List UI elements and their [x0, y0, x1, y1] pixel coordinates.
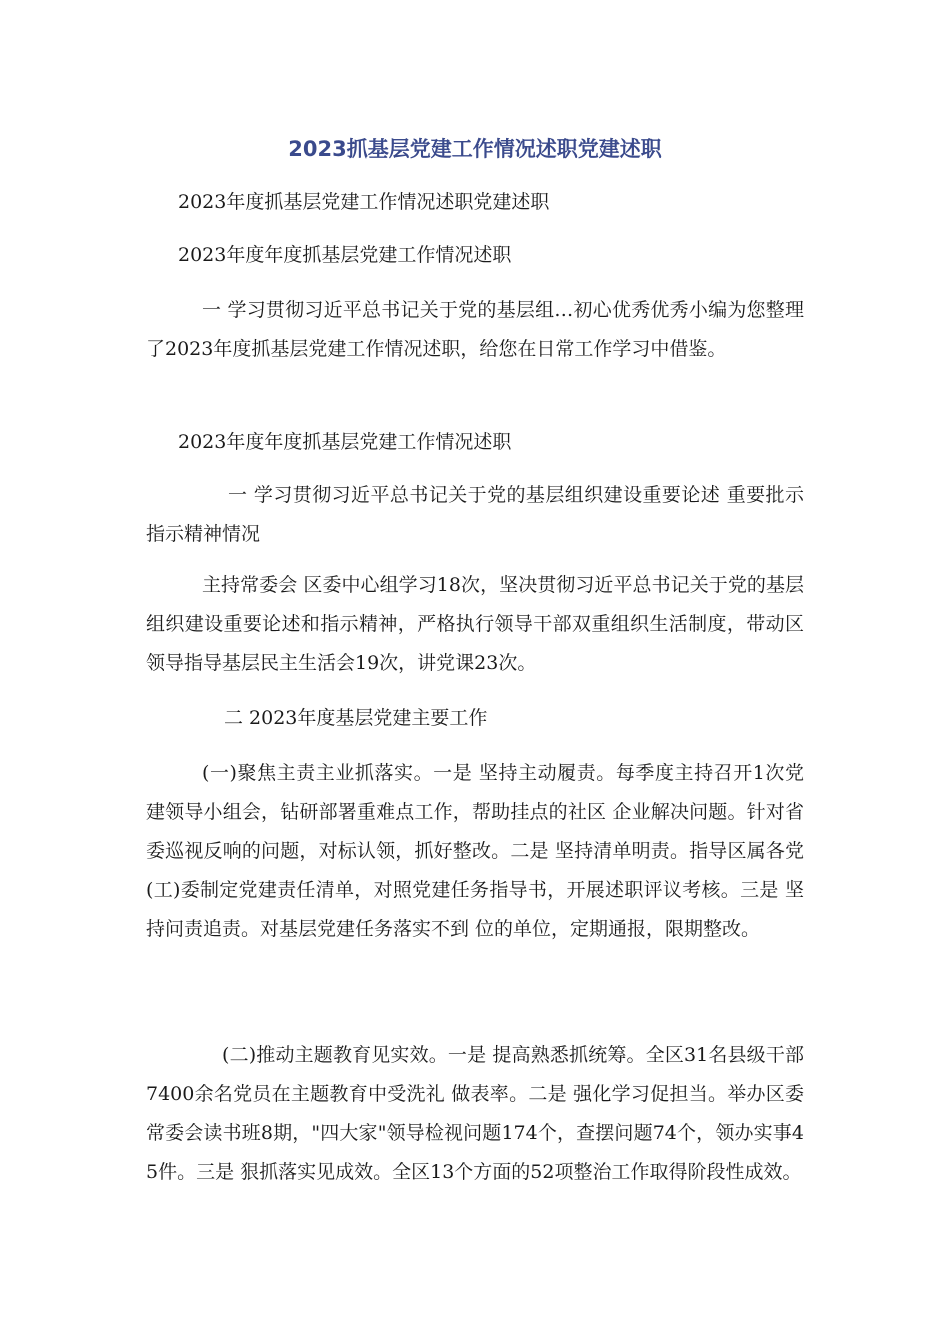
section-one-heading: 一 学习贯彻习近平总书记关于党的基层组织建设重要论述 重要批示指示精神情况 — [146, 484, 804, 545]
paragraph-intro: 一 学习贯彻习近平总书记关于党的基层组…初心优秀优秀小编为您整理了2023年度抓基层党建工作情况述职，给您在日常工作学习中借鉴。 — [146, 299, 804, 360]
section-two-item-two: (二)推动主题教育见实效。一是 提高熟悉抓统筹。全区31名县级干部 7400余名党员在主题教育中受洗礼 做表率。二是 强化学习促担当。举办区委常委会读书班8期，"四大家"领导检视问题174个，查摆问题74个，领办实事45件。三是 狠抓落实见成效。全区13个方面的52项整治工作取得阶段性成效。 — [146, 1044, 804, 1183]
section-two-heading: 二 2023年度基层党建主要工作 — [224, 707, 488, 729]
paragraph-subtitle: 2023年度抓基层党建工作情况述职党建述职 — [178, 191, 550, 213]
section-two-item-one: (一)聚焦主责主业抓落实。一是 坚持主动履责。每季度主持召开1次党建领导小组会，钻研部署重难点工作，帮助挂点的社区 企业解决问题。针对省委巡视反响的问题，对标认领，抓好整改。二是 坚持清单明责。指导区属各党(工)委制定党建责任清单，对照党建任务指导书，开展述职评议考核。三是 坚持问责追责。对基层党建任务落实不到 位的单位，定期通报，限期整改。 — [146, 762, 804, 940]
paragraph-heading-repeat: 2023年度年度抓基层党建工作情况述职 — [178, 431, 512, 453]
section-one-body: 主持常委会 区委中心组学习18次，坚决贯彻习近平总书记关于党的基层组织建设重要论述和指示精神，严格执行领导干部双重组织生活制度，带动区领导指导基层民主生活会19次，讲党课23次。 — [146, 574, 804, 674]
paragraph-heading: 2023年度年度抓基层党建工作情况述职 — [178, 244, 512, 266]
document-title: 2023抓基层党建工作情况述职党建述职 — [288, 137, 662, 161]
